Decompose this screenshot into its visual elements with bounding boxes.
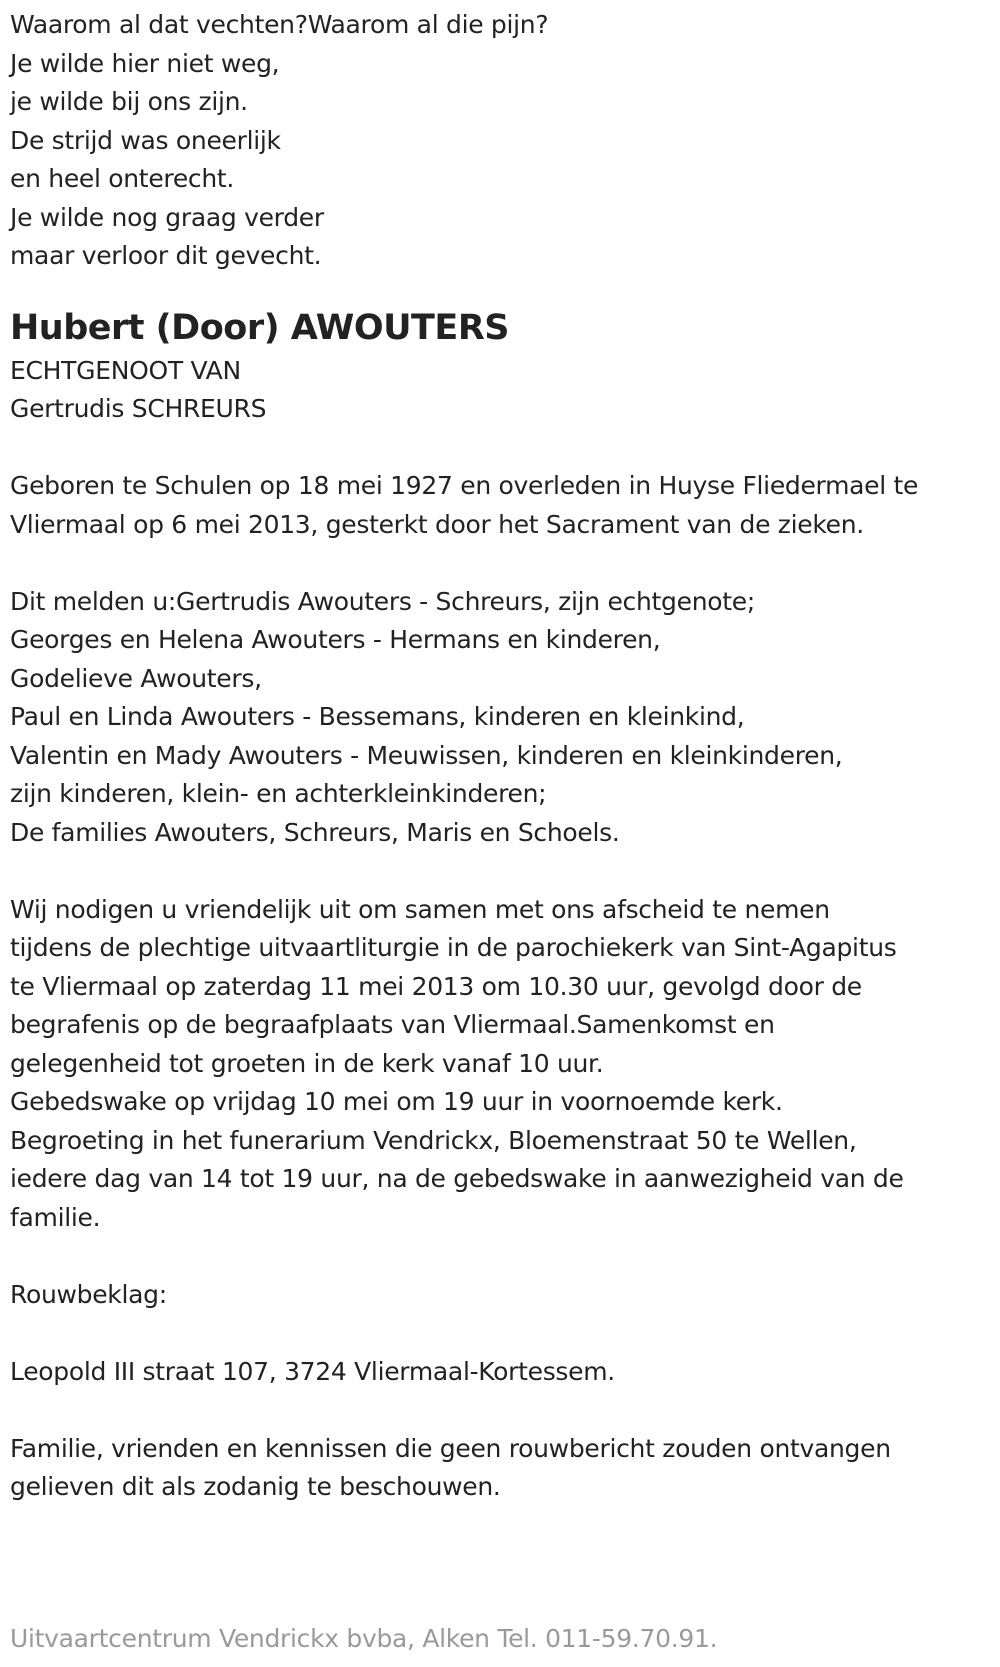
notice-paragraph [10,1430,1000,1507]
poem [10,6,1000,276]
poem-line: en heel onterecht. [10,164,235,193]
spacer [10,1391,1000,1430]
paragraph-line: familie. [10,1202,101,1232]
funeral-paragraph [10,891,1000,1238]
condolence-label: Rouwbeklag: [10,1279,167,1309]
paragraph-line: te Vliermaal op zaterdag 11 mei 2013 om 10.30 uur, gevolgd door de [10,971,862,1001]
announcers-paragraph [10,583,1000,853]
poem-line: maar verloor dit gevecht. [10,241,322,270]
paragraph-line: Gebedswake op vrijdag 10 mei om 19 uur in voornoemde kerk. [10,1087,783,1116]
spacer [10,1237,1000,1276]
paragraph-line: gelieven dit als zodanig te beschouwen. [10,1472,501,1501]
paragraph-line: zijn kinderen, klein- en achterkleinkinderen; [10,779,547,808]
condolence-address: Leopold III straat 107, 3724 Vliermaal-Kortessem. [10,1356,615,1386]
paragraph-line: De families Awouters, Schreurs, Maris en Schoels. [10,817,620,847]
birth-death-paragraph [10,467,1000,544]
paragraph-line: gelegenheid tot groeten in de kerk vanaf 10 uur. [10,1048,604,1078]
spacer [10,544,1000,583]
poem-line: De strijd was oneerlijk [10,125,281,155]
poem-line: Waarom al dat vechten?Waarom al die pijn? [10,10,549,39]
poem-line: je wilde bij ons zijn. [10,87,248,116]
paragraph-line: Familie, vrienden en kennissen die geen rouwbericht zouden ontvangen [10,1433,891,1463]
paragraph-line: Paul en Linda Awouters - Bessemans, kinderen en kleinkind, [10,702,745,731]
spacer [10,1314,1000,1353]
funeral-home-footer: Uitvaartcentrum Vendrickx bvba, Alken Tel. 011-59.70.91. [10,1624,718,1653]
relation-label: ECHTGENOOT VAN [10,355,241,385]
spacer [10,429,1000,468]
paragraph-line: iedere dag van 14 tot 19 uur, na de gebedswake in aanwezigheid van de [10,1164,904,1193]
deceased-name: Hubert (Door) AWOUTERS [10,307,509,348]
paragraph-line: Begroeting in het funerarium Vendrickx, Bloemenstraat 50 te Wellen, [10,1125,857,1155]
paragraph-line: tijdens de plechtige uitvaartliturgie in de parochiekerk van Sint-Agapitus [10,933,897,962]
paragraph-line: Valentin en Mady Awouters - Meuwissen, kinderen en kleinkinderen, [10,740,843,770]
paragraph-line: Geboren te Schulen op 18 mei 1927 en overleden in Huyse Fliedermael te [10,471,919,500]
paragraph-line: Godelieve Awouters, [10,663,262,693]
paragraph-line: Georges en Helena Awouters - Hermans en kinderen, [10,625,661,654]
spouse-name: Gertrudis SCHREURS [10,394,267,423]
poem-line: Je wilde hier niet weg, [10,48,280,78]
paragraph-line: begrafenis op de begraafplaats van Vliermaal.Samenkomst en [10,1010,775,1039]
paragraph-line: Dit melden u:Gertrudis Awouters - Schreurs, zijn echtgenote; [10,586,755,616]
paragraph-line: Vliermaal op 6 mei 2013, gesterkt door het Sacrament van de zieken. [10,509,864,539]
paragraph-line: Wij nodigen u vriendelijk uit om samen met ons afscheid te nemen [10,894,830,924]
poem-line: Je wilde nog graag verder [10,202,324,232]
spacer [10,852,1000,891]
